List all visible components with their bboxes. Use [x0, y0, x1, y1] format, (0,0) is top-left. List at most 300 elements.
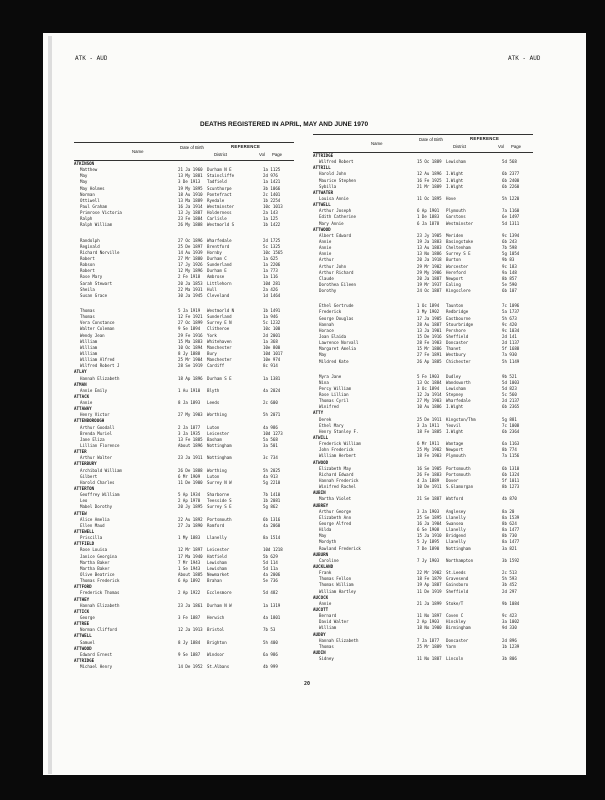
vol-page: 1b 2081 — [263, 498, 281, 504]
birth-date: 17 Jy 1926 — [178, 262, 203, 268]
district: Luton — [207, 424, 220, 430]
birth-date: 27 My 1903 — [417, 398, 442, 404]
date-header: Date of Birth — [419, 137, 443, 142]
forename: Louisa Annie — [319, 195, 349, 201]
forename: Thomas Frederick — [80, 578, 120, 584]
forename: Robson — [80, 262, 95, 268]
birth-date: 13 No 1886 — [417, 251, 442, 257]
birth-date: 3 Ja 1903 — [417, 508, 440, 514]
birth-date: 2 Ja 1877 — [178, 424, 201, 430]
district: Worcester — [446, 263, 469, 269]
vol-page: 2a 143 — [263, 210, 278, 216]
forename: Alice Amelia — [80, 516, 110, 522]
district: Leicester — [207, 547, 230, 553]
forename: Priscilla — [80, 535, 103, 541]
birth-date: 17 Ja 1905 — [417, 315, 442, 321]
name-header: Name — [132, 149, 144, 154]
forename: Arthur — [319, 257, 334, 263]
birth-date: 27 Fe 1891 — [417, 352, 442, 358]
district: Brahan — [207, 578, 222, 584]
birth-date: 22 Ma 1931 — [178, 286, 203, 292]
district: I.Wight — [446, 428, 464, 434]
forename: Mabel Dorothy — [80, 504, 113, 510]
birth-date: 23 Ja 1861 — [178, 602, 203, 608]
district-header: District — [214, 152, 228, 157]
district: Lewisham — [207, 559, 227, 565]
page-number: 20 — [304, 681, 311, 687]
birth-date: 14 De 1952 — [178, 664, 203, 670]
forename: Robert — [80, 268, 95, 274]
vol-page: 5h 2071 — [263, 412, 281, 418]
forename: Vera Constance — [80, 320, 115, 326]
birth-date: 18 No 1900 — [417, 625, 442, 631]
reference-header: REFERENCE — [231, 144, 261, 149]
birth-date: 1 De 1883 — [417, 214, 440, 220]
forename: May — [80, 173, 88, 179]
district: St.Albans — [207, 664, 230, 670]
vol-page: 1a 946 — [263, 314, 278, 320]
forename: Horace — [319, 327, 334, 333]
right-column-header — [313, 134, 533, 153]
vol-page: 2d 1725 — [263, 237, 281, 243]
vol-page: 3b 806 — [502, 656, 517, 662]
surname: AUBIN — [313, 490, 326, 496]
forename: George — [80, 614, 95, 620]
vol-page: 6b 1316 — [263, 516, 281, 522]
forename: Ralph — [80, 216, 93, 222]
vol-page: 1b 1422 — [263, 222, 281, 228]
district: S.Glamorgan — [446, 484, 474, 490]
forename: Elizabeth May — [319, 465, 352, 471]
vol-page: 5f 1011 — [502, 478, 520, 484]
forename: Frank — [319, 570, 332, 576]
forename: Archibald William — [80, 467, 122, 473]
district: Kingston/Thm — [446, 416, 476, 422]
forename: Annie — [80, 400, 93, 406]
birth-date: 2 Fe 1918 — [178, 274, 201, 280]
birth-date: 25 Mr 1904 — [178, 357, 203, 363]
vol-page: 2c 513 — [502, 570, 517, 576]
surname: ATMAN — [74, 381, 87, 387]
birth-date: 2 Ap 1922 — [178, 590, 201, 596]
birth-date: 23 Ja 1911 — [178, 455, 203, 461]
forename: Mildred Kate — [319, 358, 349, 364]
vol-page: 1a 116 — [263, 274, 278, 280]
forename: Arthur John — [319, 263, 347, 269]
vol-page: 4a 1801 — [263, 614, 281, 620]
birth-date: 20 Jy 1895 — [178, 504, 203, 510]
vol-page: 1a 1421 — [263, 179, 281, 185]
left-entries — [74, 161, 294, 670]
birth-date: 12 Au 1896 — [417, 171, 442, 177]
forename: May — [319, 533, 327, 539]
vol-page: 9c 183 — [502, 263, 517, 269]
birth-date: 20 Ja 1918 — [417, 257, 442, 263]
forename: Thomas — [319, 643, 334, 649]
vol-page: 6b 2260 — [502, 183, 520, 189]
district: Luton — [207, 473, 220, 479]
forename: Sidney — [319, 656, 334, 662]
vol-page: 3b 1066 — [263, 185, 281, 191]
forename: Harold Charles — [80, 479, 115, 485]
vol-page: 1a 1381 — [263, 375, 281, 381]
surname: ATKINSON — [74, 161, 95, 166]
vol-page: 4a 2060 — [263, 522, 281, 528]
birth-date: 19 My 1895 — [178, 185, 203, 191]
forename: Maurice Stephen — [319, 177, 356, 183]
surname: ATTERTON — [74, 486, 95, 492]
birth-date: 18 Fe 1885 — [417, 428, 442, 434]
district: Portsmouth — [446, 465, 471, 471]
birth-date: 11 De 1919 — [417, 588, 442, 594]
district: Manchester — [207, 344, 232, 350]
district: Coven C — [446, 613, 464, 619]
forename: Geoffrey William — [80, 492, 120, 498]
district: Basingstoke — [446, 238, 474, 244]
name-header: Name — [371, 141, 383, 146]
forename: Lawrence Norvall — [319, 340, 359, 346]
vol-page: 1a 1319 — [263, 602, 281, 608]
vol-page: 6b 107 — [502, 288, 517, 294]
birth-date: 16 Se 1905 — [417, 465, 442, 471]
district: Garstons — [446, 214, 466, 220]
vol-page: 8a 20 — [502, 508, 515, 514]
forename: Mordyth — [319, 539, 337, 545]
row-spacer — [313, 365, 533, 374]
district: St.Leeds — [446, 570, 466, 576]
birth-date: 3 My 1902 — [417, 309, 440, 315]
birth-date: 28 Au 1887 — [417, 321, 442, 327]
district: Durham S E — [207, 375, 232, 381]
vol-page: 8c 914 — [263, 363, 278, 369]
forename: Myra Jane — [319, 373, 342, 379]
district: Lewisham — [207, 565, 227, 571]
district: Brighton — [207, 639, 227, 645]
surname: ATTREE — [74, 621, 90, 627]
forename: Edith Catherine — [319, 214, 356, 220]
surname: AUBURN — [313, 551, 329, 557]
birth-date: 5 Ja 1919 — [178, 307, 201, 313]
birth-date: 9 Se 1894 — [178, 326, 201, 332]
district: Anglesey — [446, 508, 466, 514]
forename: Wendy Jean — [80, 332, 105, 338]
district: Romford — [207, 522, 225, 528]
district: Westminster — [207, 203, 235, 209]
forename: Matthew — [80, 167, 98, 173]
vol-page: 8b 624 — [502, 521, 517, 527]
vol-page: 3b 452 — [502, 582, 517, 588]
forename: Arthur Joseph — [319, 208, 352, 214]
row-spacer — [74, 299, 294, 308]
forename: Jane Eliza — [80, 436, 105, 442]
district: Durham E — [207, 268, 227, 274]
vol-page: 4b 870 — [502, 496, 517, 502]
birth-date: 16 Fe 1925 — [417, 177, 442, 183]
birth-date: 6 Se 1908 — [417, 527, 440, 533]
surname: ATLAY — [74, 369, 87, 375]
entry-row — [74, 664, 294, 670]
birth-date: 25 Se 1895 — [417, 514, 442, 520]
birth-date: 7 Mr 1943 — [178, 559, 201, 565]
vol-page: 5f 1688 — [502, 346, 520, 352]
vol-page: 1a 368 — [263, 338, 278, 344]
birth-date: 27 Oc 1896 — [178, 237, 203, 243]
surname: AUCOTT — [313, 606, 329, 612]
birth-date: 19 Ap 1887 — [417, 582, 442, 588]
forename: Annie — [319, 600, 332, 606]
forename: George Alfred — [319, 521, 352, 527]
vol-page: 5h 593 — [502, 576, 517, 582]
vol-page: 7b 53 — [263, 627, 276, 633]
vol-page: 2d 2137 — [502, 398, 520, 404]
birth-date: 20 Ja 1853 — [178, 280, 203, 286]
vol-page: 5e 736 — [263, 578, 278, 584]
district: Taunton — [446, 303, 464, 309]
district: Surrey S E — [446, 251, 471, 257]
vol-header: Vol — [498, 144, 504, 149]
forename: Norman — [80, 191, 95, 197]
forename: William Herbert — [319, 453, 356, 459]
forename: Rose Mary — [80, 274, 103, 280]
birth-date: 15 De 1916 — [417, 333, 442, 339]
birth-date: 21 Ja 1899 — [417, 600, 442, 606]
forename: Hilda — [319, 527, 332, 533]
birth-date: 6 Ja 1878 — [417, 220, 440, 226]
birth-date: 9 Se 1887 — [178, 651, 201, 657]
vol-page: 6b 1310 — [502, 465, 520, 471]
birth-date: 22 Mr 1902 — [417, 570, 442, 576]
vol-page: 3c 734 — [263, 455, 278, 461]
district: Leeds — [207, 400, 220, 406]
district: Newport — [446, 447, 464, 453]
vol-page: 7b 598 — [502, 245, 517, 251]
birth-date: 13 Fe 1885 — [178, 436, 203, 442]
birth-date: 15 Mr 1886 — [417, 346, 442, 352]
district: Swansea — [446, 521, 464, 527]
vol-page: 2d 141 — [502, 333, 517, 339]
forename: Caroline — [319, 557, 339, 563]
district: Stourbridge — [446, 321, 474, 327]
surname: ATWILL — [313, 435, 329, 441]
vol-page: 5d 568 — [502, 159, 517, 165]
district: Stoke/T — [446, 600, 464, 606]
birth-date: 13 Jy 1887 — [178, 210, 203, 216]
birth-date: 23 Jy 1905 — [417, 232, 442, 238]
district: Cheltenham — [446, 245, 471, 251]
forename: Richard Edward — [319, 471, 354, 477]
birth-date: 1 Au 1910 — [178, 387, 201, 393]
left-column-header — [74, 142, 294, 161]
birth-date: 2 Ap 1903 — [417, 619, 440, 625]
forename: Henry Stanley F. — [319, 428, 359, 434]
district: Doncaster — [446, 637, 469, 643]
vol-page: 5e 590 — [502, 281, 517, 287]
vol-page: 5c 560 — [502, 392, 517, 398]
forename: Winifred Rachel — [319, 484, 356, 490]
vol-page: 5h 2025 — [263, 467, 281, 473]
forename: Annie Emily — [80, 387, 108, 393]
district: I.Wight — [446, 404, 464, 410]
district: Surrey N W — [207, 479, 232, 485]
birth-date: 18 Ap 1896 — [178, 375, 203, 381]
vol-page: 10d 1218 — [263, 547, 283, 553]
forename: Percy William — [319, 385, 352, 391]
forename: Arthur Goodall — [80, 424, 115, 430]
birth-date: 1 Oc 1894 — [417, 303, 440, 309]
forename: Edward Ernest — [80, 651, 113, 657]
district: Herwich — [207, 614, 225, 620]
forename: Joan Elaida — [319, 333, 347, 339]
birth-date: 27 Ja 1890 — [178, 522, 203, 528]
vol-page: 9d 330 — [502, 625, 517, 631]
birth-date: 29 Mr 1902 — [417, 263, 442, 269]
district: Gainsboro — [446, 582, 469, 588]
district: Watford — [446, 496, 464, 502]
forename: Albert Edward — [319, 232, 352, 238]
district: Westminster — [446, 220, 474, 226]
birth-date: About 1896 — [178, 443, 203, 449]
district: Stepney — [446, 392, 464, 398]
birth-date: 26 Fe 1883 — [417, 471, 442, 477]
district: Lewisham — [446, 385, 466, 391]
birth-date: 6 Mr 1909 — [178, 473, 201, 479]
vol-page: 9b 1084 — [502, 600, 520, 606]
forename: Rowland Frederick — [319, 545, 361, 551]
forename: Hannah Elizabeth — [319, 637, 359, 643]
district: Bristol — [207, 627, 225, 633]
birth-date: 29 My 1906 — [417, 269, 442, 275]
vol-page: 2c 1401 — [263, 191, 281, 197]
vol-page: 6b 2377 — [502, 171, 520, 177]
district: Westbury — [446, 352, 466, 358]
birth-date: 15 Oc 1889 — [417, 159, 442, 165]
forename: William — [80, 350, 98, 356]
birth-date: 12 Ja 1914 — [417, 392, 442, 398]
surname: AUCOCK — [313, 594, 329, 600]
vol-page: 1b 1491 — [263, 307, 281, 313]
forename: May — [319, 352, 327, 358]
vol-page: 9c 420 — [502, 321, 517, 327]
birth-date: 7 Ja 1877 — [417, 637, 440, 643]
district: Durham N E — [207, 167, 232, 173]
vol-page: 3a 821 — [502, 545, 517, 551]
left-column — [74, 142, 294, 670]
district: Nottingham — [446, 545, 471, 551]
forename: May — [80, 179, 88, 185]
vol-page: 1d 1464 — [263, 292, 281, 298]
forename: Mary Annie — [319, 220, 344, 226]
birth-date: 22 Au 1892 — [178, 516, 203, 522]
vol-page: 6b 2365 — [502, 404, 520, 410]
district: Durham N W — [207, 602, 232, 608]
vol-page: 3b 1592 — [502, 557, 520, 563]
birth-date: 13 Au 1883 — [417, 245, 442, 251]
district: Doncaster — [446, 340, 469, 346]
forename: Wilfred Robert — [319, 159, 354, 165]
forename: Ethel Gertrude — [319, 303, 354, 309]
surname: ATTEW — [74, 510, 87, 516]
district: Hatfield — [207, 553, 227, 559]
district: Scunthorpe — [207, 185, 232, 191]
birth-date: 5 Ap 1934 — [178, 492, 201, 498]
district: Ryedale — [207, 197, 225, 203]
birth-date: 12 Fe 1921 — [178, 314, 203, 320]
surname: ATTFORD — [74, 584, 92, 590]
forename: Bernard — [319, 613, 337, 619]
district: Llanelly — [446, 527, 466, 533]
vol-page: 6e 1497 — [502, 214, 520, 220]
birth-date: 19 Ja 1883 — [417, 238, 442, 244]
district: Portsmouth — [207, 516, 232, 522]
district: Plymouth — [446, 208, 466, 214]
birth-date: 1 My 1883 — [178, 535, 201, 541]
district: Sharborne — [207, 492, 230, 498]
forename: Henry Victor — [80, 412, 110, 418]
district: I.Wight — [446, 177, 464, 183]
district: Teesside S — [207, 498, 232, 504]
vol-page: 10c 1565 — [263, 249, 283, 255]
forename: Thomas Cyril — [319, 398, 349, 404]
forename: Susan Grace — [80, 292, 108, 298]
vol-page: 5h 400 — [263, 639, 278, 645]
forename: Wilfred Robert J — [80, 363, 120, 369]
vol-page: 10e 800 — [263, 344, 281, 350]
vol-page: 8a 1477 — [502, 527, 520, 533]
vol-page: 7a 1156 — [502, 453, 520, 459]
district: Staincliffe — [207, 173, 235, 179]
district: Bury — [207, 350, 217, 356]
vol-page: 5d 114 — [263, 559, 278, 565]
forename: May Holmes — [80, 185, 105, 191]
district: Sunderland — [207, 262, 232, 268]
vol-page: 1b 2254 — [263, 197, 281, 203]
birth-date: 13 Ma 1889 — [178, 197, 203, 203]
birth-date: 18 Au 1910 — [178, 191, 203, 197]
forename: Walter Coleman — [80, 326, 115, 332]
forename: Margaret Amelia — [319, 346, 356, 352]
vol-page: 4b 999 — [263, 664, 278, 670]
vol-page: 1a 773 — [263, 268, 278, 274]
birth-date: 29 Fe 1916 — [178, 332, 203, 338]
birth-date: 5 Fe 1903 — [417, 373, 440, 379]
forename: Olive Beatrice — [80, 572, 115, 577]
district: Littlehorn — [207, 280, 232, 286]
surname: ATTRILL — [313, 165, 331, 171]
page-title: DEATHS REGISTERED IN APRIL, MAY AND JUNE 1970 — [200, 121, 369, 128]
district: Gravesend — [446, 576, 469, 582]
district: Carlisle — [207, 216, 227, 222]
vol-page: 8b 730 — [502, 533, 517, 539]
forename: Frederick — [319, 309, 342, 315]
forename: Elizabeth Ann — [319, 514, 352, 520]
birth-date: 18 Fe 1879 — [417, 576, 442, 582]
date-header: Date of Birth — [180, 145, 204, 150]
birth-date: 15 Ma 1883 — [178, 338, 203, 344]
district: Ealing — [446, 281, 461, 287]
vol-page: 5g 2210 — [263, 479, 281, 485]
birth-date: 27 Oc 1899 — [178, 320, 203, 326]
birth-date: 12 My 1896 — [178, 268, 203, 274]
forename: Arthur Richard — [319, 269, 354, 275]
vol-page: 1a 2206 — [263, 262, 281, 268]
vol-header: Vol — [259, 152, 265, 157]
forename: Thomas Fellon — [319, 576, 352, 582]
forename: Martha Baker — [80, 559, 110, 565]
district: Sheffield — [446, 333, 469, 339]
vol-page: 7c 1096 — [502, 303, 520, 309]
district: Meriden — [446, 232, 464, 238]
surname: ATTICK — [74, 608, 90, 614]
